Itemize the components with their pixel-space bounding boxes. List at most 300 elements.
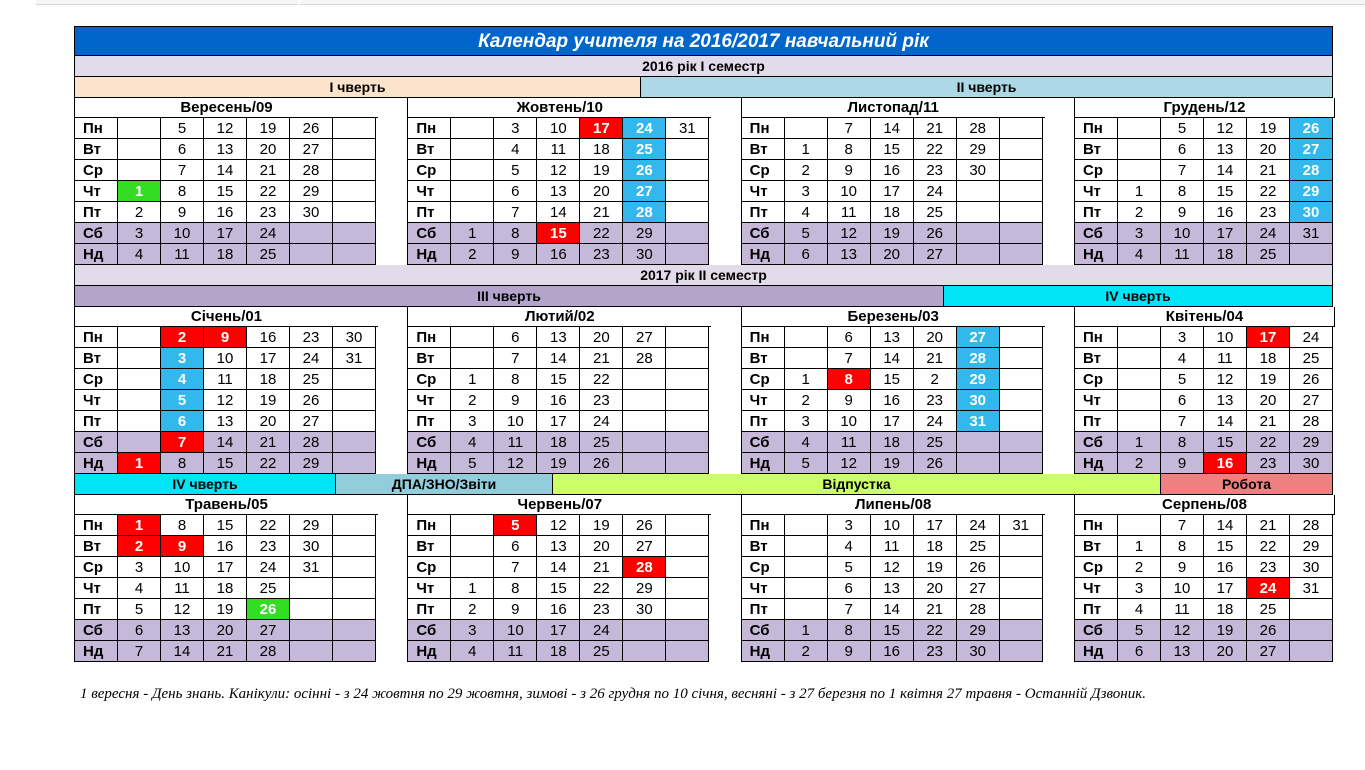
weekday-label: Ср — [741, 369, 785, 390]
date-cell: 25 — [623, 139, 666, 160]
date-cell: 21 — [1247, 411, 1290, 432]
date-cell: 13 — [1204, 390, 1247, 411]
weekday-label: Пт — [1074, 599, 1118, 620]
weekday-label: Ср — [741, 557, 785, 578]
weekday-label: Чт — [741, 390, 785, 411]
date-cell: 29 — [623, 578, 666, 599]
date-cell — [666, 181, 709, 202]
date-cell: 23 — [580, 599, 623, 620]
date-cell: 1 — [1118, 181, 1161, 202]
date-cell: 3 — [785, 411, 828, 432]
weekday-label: Нд — [1074, 244, 1118, 265]
date-cell — [1000, 578, 1043, 599]
date-cell — [1000, 641, 1043, 662]
date-cell — [451, 515, 494, 536]
date-cell: 12 — [204, 118, 247, 139]
date-cell: 13 — [1161, 641, 1204, 662]
weekday-label: Сб — [741, 223, 785, 244]
date-cell: 21 — [914, 599, 957, 620]
date-cell: 1 — [451, 578, 494, 599]
date-cell — [333, 620, 376, 641]
date-cell: 27 — [1290, 390, 1333, 411]
weekday-label: Чт — [1074, 181, 1118, 202]
date-cell: 28 — [1290, 160, 1333, 181]
date-cell — [333, 453, 376, 474]
date-cell — [1118, 411, 1161, 432]
date-cell: 23 — [247, 536, 290, 557]
months-block-3 — [74, 495, 1333, 662]
date-cell: 8 — [828, 620, 871, 641]
date-cell — [1000, 390, 1043, 411]
weekday-label: Пт — [407, 202, 451, 223]
date-cell — [666, 369, 709, 390]
month-grid — [1074, 98, 1333, 265]
date-cell: 4 — [785, 202, 828, 223]
date-cell: 25 — [580, 432, 623, 453]
date-cell: 19 — [1247, 118, 1290, 139]
date-cell — [118, 411, 161, 432]
semester-2-header: 2017 рік ІІ семестр — [74, 265, 1333, 286]
date-cell: 17 — [914, 515, 957, 536]
date-cell: 4 — [451, 432, 494, 453]
date-cell: 22 — [914, 139, 957, 160]
date-cell: 26 — [1247, 620, 1290, 641]
date-cell: 28 — [957, 348, 1000, 369]
date-cell — [451, 139, 494, 160]
date-cell: 28 — [623, 348, 666, 369]
date-cell: 9 — [1161, 557, 1204, 578]
date-cell — [1000, 369, 1043, 390]
weekday-label: Пт — [741, 411, 785, 432]
date-cell: 7 — [1161, 160, 1204, 181]
date-cell — [333, 515, 376, 536]
month-name: Вересень/09 — [74, 98, 378, 118]
date-cell: 17 — [1204, 223, 1247, 244]
date-cell: 1 — [118, 515, 161, 536]
date-cell: 20 — [580, 181, 623, 202]
weekday-label: Сб — [74, 223, 118, 244]
date-cell — [666, 536, 709, 557]
date-cell: 20 — [1247, 390, 1290, 411]
date-cell: 24 — [1247, 578, 1290, 599]
weekday-label: Сб — [74, 432, 118, 453]
quarter-4-label: IV чверть — [943, 286, 1332, 306]
date-cell: 25 — [1290, 348, 1333, 369]
date-cell: 2 — [161, 327, 204, 348]
weekday-label: Вт — [74, 348, 118, 369]
date-cell: 16 — [204, 536, 247, 557]
weekday-label: Вт — [74, 536, 118, 557]
date-cell — [118, 118, 161, 139]
date-cell: 28 — [1290, 515, 1333, 536]
date-cell — [451, 348, 494, 369]
date-cell: 28 — [1290, 411, 1333, 432]
date-cell: 5 — [161, 118, 204, 139]
month-name: Лютий/02 — [407, 307, 711, 327]
date-cell — [333, 641, 376, 662]
date-cell: 5 — [494, 160, 537, 181]
date-cell: 14 — [1204, 411, 1247, 432]
date-cell: 18 — [1204, 599, 1247, 620]
month-name: Червень/07 — [407, 495, 711, 515]
date-cell: 25 — [957, 536, 1000, 557]
weekday-label: Пт — [741, 599, 785, 620]
date-cell: 17 — [247, 348, 290, 369]
date-cell: 31 — [957, 411, 1000, 432]
date-cell: 2 — [451, 599, 494, 620]
date-cell: 31 — [333, 348, 376, 369]
date-cell: 21 — [580, 202, 623, 223]
date-cell — [333, 202, 376, 223]
date-cell: 30 — [1290, 202, 1333, 223]
month-name: Березень/03 — [741, 307, 1045, 327]
weekday-label: Сб — [407, 223, 451, 244]
month-name: Травень/05 — [74, 495, 378, 515]
date-cell — [666, 160, 709, 181]
date-cell: 13 — [204, 139, 247, 160]
date-cell: 7 — [494, 202, 537, 223]
weekday-label: Вт — [74, 139, 118, 160]
weekday-label: Пн — [74, 118, 118, 139]
weekday-label: Нд — [74, 453, 118, 474]
quarter-4-label-summer: IV чверть — [75, 474, 335, 494]
date-cell — [1000, 432, 1043, 453]
date-cell — [785, 578, 828, 599]
month-grid — [74, 98, 407, 265]
date-cell — [290, 578, 333, 599]
date-cell: 16 — [247, 327, 290, 348]
date-cell: 22 — [580, 578, 623, 599]
date-cell — [290, 620, 333, 641]
weekday-label: Ср — [407, 369, 451, 390]
date-cell — [1000, 453, 1043, 474]
date-cell: 29 — [1290, 432, 1333, 453]
date-cell — [1118, 118, 1161, 139]
weekday-label: Сб — [1074, 620, 1118, 641]
date-cell — [451, 160, 494, 181]
date-cell: 6 — [494, 536, 537, 557]
date-cell: 8 — [494, 223, 537, 244]
month-3 — [741, 98, 1074, 265]
date-cell: 4 — [118, 244, 161, 265]
date-cell — [666, 244, 709, 265]
date-cell — [666, 327, 709, 348]
weekday-label: Пт — [74, 411, 118, 432]
month-4 — [1074, 98, 1333, 265]
weekday-label: Пт — [407, 411, 451, 432]
date-cell: 9 — [494, 244, 537, 265]
weekday-label: Сб — [1074, 432, 1118, 453]
calendar-title: Календар учителя на 2016/2017 навчальний рік — [74, 26, 1333, 56]
date-cell: 6 — [1161, 139, 1204, 160]
date-cell: 23 — [914, 390, 957, 411]
date-cell: 23 — [914, 641, 957, 662]
date-cell: 15 — [204, 453, 247, 474]
weekday-label: Нд — [74, 641, 118, 662]
date-cell: 9 — [161, 536, 204, 557]
weekday-label: Чт — [407, 578, 451, 599]
date-cell — [623, 411, 666, 432]
date-cell: 9 — [494, 390, 537, 411]
weekday-label: Чт — [1074, 578, 1118, 599]
date-cell — [666, 432, 709, 453]
month-name: Січень/01 — [74, 307, 378, 327]
date-cell: 31 — [1290, 223, 1333, 244]
months-block-2 — [74, 307, 1333, 474]
date-cell: 17 — [871, 411, 914, 432]
date-cell: 23 — [247, 202, 290, 223]
date-cell — [1290, 599, 1333, 620]
date-cell: 20 — [580, 327, 623, 348]
date-cell: 18 — [247, 369, 290, 390]
date-cell — [451, 202, 494, 223]
month-name: Листопад/11 — [741, 98, 1045, 118]
date-cell: 7 — [828, 118, 871, 139]
date-cell — [666, 202, 709, 223]
date-cell — [1000, 202, 1043, 223]
date-cell — [1118, 369, 1161, 390]
date-cell: 11 — [1161, 244, 1204, 265]
date-cell: 4 — [161, 369, 204, 390]
date-cell — [290, 223, 333, 244]
date-cell: 2 — [451, 244, 494, 265]
date-cell: 24 — [247, 223, 290, 244]
date-cell: 3 — [451, 620, 494, 641]
date-cell: 18 — [871, 202, 914, 223]
date-cell: 7 — [828, 599, 871, 620]
date-cell: 11 — [161, 578, 204, 599]
date-cell — [623, 641, 666, 662]
date-cell: 24 — [1290, 327, 1333, 348]
date-cell — [333, 223, 376, 244]
date-cell — [1290, 244, 1333, 265]
date-cell: 20 — [914, 327, 957, 348]
date-cell: 30 — [623, 244, 666, 265]
date-cell: 25 — [290, 369, 333, 390]
date-cell: 13 — [871, 578, 914, 599]
date-cell — [957, 223, 1000, 244]
date-cell: 12 — [1161, 620, 1204, 641]
weekday-label: Ср — [74, 369, 118, 390]
date-cell: 23 — [1247, 453, 1290, 474]
date-cell: 16 — [204, 202, 247, 223]
date-cell: 21 — [580, 348, 623, 369]
date-cell: 1 — [118, 181, 161, 202]
weekday-label: Нд — [741, 244, 785, 265]
weekday-label: Нд — [1074, 453, 1118, 474]
quarters-row-2 — [74, 286, 1333, 307]
date-cell: 16 — [537, 390, 580, 411]
date-cell: 22 — [580, 369, 623, 390]
date-cell: 9 — [1161, 202, 1204, 223]
date-cell — [333, 536, 376, 557]
date-cell: 19 — [871, 453, 914, 474]
weekday-label: Пн — [741, 327, 785, 348]
date-cell: 17 — [537, 620, 580, 641]
weekday-label: Сб — [407, 620, 451, 641]
quarters-row-3 — [74, 474, 1333, 495]
date-cell — [623, 369, 666, 390]
date-cell: 1 — [785, 139, 828, 160]
date-cell: 27 — [1247, 641, 1290, 662]
date-cell: 14 — [1204, 160, 1247, 181]
month-grid — [74, 307, 407, 474]
date-cell — [666, 557, 709, 578]
date-cell: 9 — [494, 599, 537, 620]
date-cell: 23 — [914, 160, 957, 181]
month-7 — [741, 307, 1074, 474]
date-cell: 12 — [828, 223, 871, 244]
weekday-label: Вт — [741, 348, 785, 369]
month-grid — [407, 495, 740, 662]
weekday-label: Пт — [1074, 411, 1118, 432]
weekday-label: Пт — [74, 599, 118, 620]
date-cell: 26 — [623, 515, 666, 536]
weekday-label: Пт — [741, 202, 785, 223]
date-cell: 6 — [828, 327, 871, 348]
date-cell — [623, 390, 666, 411]
date-cell: 15 — [1204, 181, 1247, 202]
date-cell: 11 — [494, 641, 537, 662]
date-cell: 4 — [118, 578, 161, 599]
month-grid — [741, 495, 1074, 662]
weekday-label: Сб — [74, 620, 118, 641]
month-name: Липень/08 — [741, 495, 1045, 515]
date-cell: 12 — [537, 515, 580, 536]
date-cell — [1118, 348, 1161, 369]
date-cell: 5 — [118, 599, 161, 620]
date-cell: 3 — [1118, 223, 1161, 244]
date-cell: 10 — [871, 515, 914, 536]
date-cell: 22 — [1247, 432, 1290, 453]
date-cell: 5 — [785, 453, 828, 474]
date-cell: 17 — [537, 411, 580, 432]
date-cell — [666, 223, 709, 244]
weekday-label: Вт — [741, 139, 785, 160]
date-cell — [957, 181, 1000, 202]
date-cell — [333, 244, 376, 265]
work-label: Робота — [1160, 474, 1332, 494]
date-cell: 6 — [161, 139, 204, 160]
date-cell: 8 — [494, 578, 537, 599]
date-cell: 8 — [494, 369, 537, 390]
date-cell: 16 — [871, 641, 914, 662]
date-cell: 5 — [785, 223, 828, 244]
date-cell: 11 — [1204, 348, 1247, 369]
date-cell — [333, 118, 376, 139]
date-cell: 4 — [1118, 244, 1161, 265]
date-cell — [118, 432, 161, 453]
date-cell: 12 — [204, 390, 247, 411]
date-cell: 29 — [957, 139, 1000, 160]
date-cell: 12 — [1204, 369, 1247, 390]
weekday-label: Вт — [407, 348, 451, 369]
date-cell: 25 — [1247, 599, 1290, 620]
date-cell: 27 — [957, 327, 1000, 348]
date-cell: 4 — [785, 432, 828, 453]
date-cell: 13 — [161, 620, 204, 641]
date-cell: 21 — [580, 557, 623, 578]
date-cell: 3 — [494, 118, 537, 139]
date-cell: 20 — [1247, 139, 1290, 160]
date-cell: 30 — [290, 536, 333, 557]
month-1 — [74, 98, 407, 265]
date-cell: 26 — [623, 160, 666, 181]
date-cell: 14 — [161, 641, 204, 662]
date-cell: 23 — [290, 327, 333, 348]
date-cell: 20 — [914, 578, 957, 599]
date-cell — [1000, 411, 1043, 432]
weekday-label: Вт — [407, 536, 451, 557]
date-cell: 1 — [451, 223, 494, 244]
date-cell: 2 — [1118, 453, 1161, 474]
weekday-label: Сб — [1074, 223, 1118, 244]
date-cell: 15 — [537, 369, 580, 390]
weekday-label: Ср — [1074, 160, 1118, 181]
date-cell: 18 — [914, 536, 957, 557]
weekday-label: Пн — [1074, 515, 1118, 536]
date-cell: 5 — [161, 390, 204, 411]
month-2 — [407, 98, 740, 265]
date-cell — [333, 578, 376, 599]
date-cell: 13 — [537, 536, 580, 557]
weekday-label: Ср — [1074, 557, 1118, 578]
top-strip — [0, 0, 1365, 5]
date-cell: 10 — [494, 620, 537, 641]
date-cell: 27 — [623, 327, 666, 348]
date-cell: 15 — [537, 578, 580, 599]
date-cell: 20 — [871, 244, 914, 265]
date-cell: 31 — [666, 118, 709, 139]
date-cell: 15 — [871, 139, 914, 160]
date-cell: 18 — [537, 641, 580, 662]
date-cell: 19 — [537, 453, 580, 474]
date-cell: 28 — [623, 202, 666, 223]
date-cell — [1000, 160, 1043, 181]
date-cell — [623, 432, 666, 453]
date-cell: 30 — [1290, 557, 1333, 578]
month-name: Серпень/08 — [1074, 495, 1335, 515]
date-cell: 13 — [828, 244, 871, 265]
date-cell: 21 — [247, 160, 290, 181]
date-cell: 22 — [1247, 181, 1290, 202]
date-cell: 10 — [1161, 578, 1204, 599]
date-cell: 11 — [537, 139, 580, 160]
date-cell: 13 — [1204, 139, 1247, 160]
date-cell: 10 — [1204, 327, 1247, 348]
weekday-label: Чт — [1074, 390, 1118, 411]
date-cell: 24 — [914, 411, 957, 432]
month-grid — [74, 495, 407, 662]
date-cell: 6 — [494, 327, 537, 348]
quarter-2-label: ІІ чверть — [640, 77, 1332, 97]
date-cell: 25 — [247, 578, 290, 599]
date-cell: 30 — [333, 327, 376, 348]
date-cell: 9 — [204, 327, 247, 348]
weekday-label: Чт — [407, 390, 451, 411]
date-cell: 2 — [785, 641, 828, 662]
date-cell — [666, 578, 709, 599]
date-cell — [785, 515, 828, 536]
weekday-label: Чт — [74, 390, 118, 411]
date-cell: 21 — [247, 432, 290, 453]
date-cell: 8 — [828, 369, 871, 390]
date-cell: 20 — [247, 411, 290, 432]
date-cell: 24 — [957, 515, 1000, 536]
date-cell — [957, 432, 1000, 453]
weekday-label: Ср — [741, 160, 785, 181]
date-cell: 4 — [1161, 348, 1204, 369]
